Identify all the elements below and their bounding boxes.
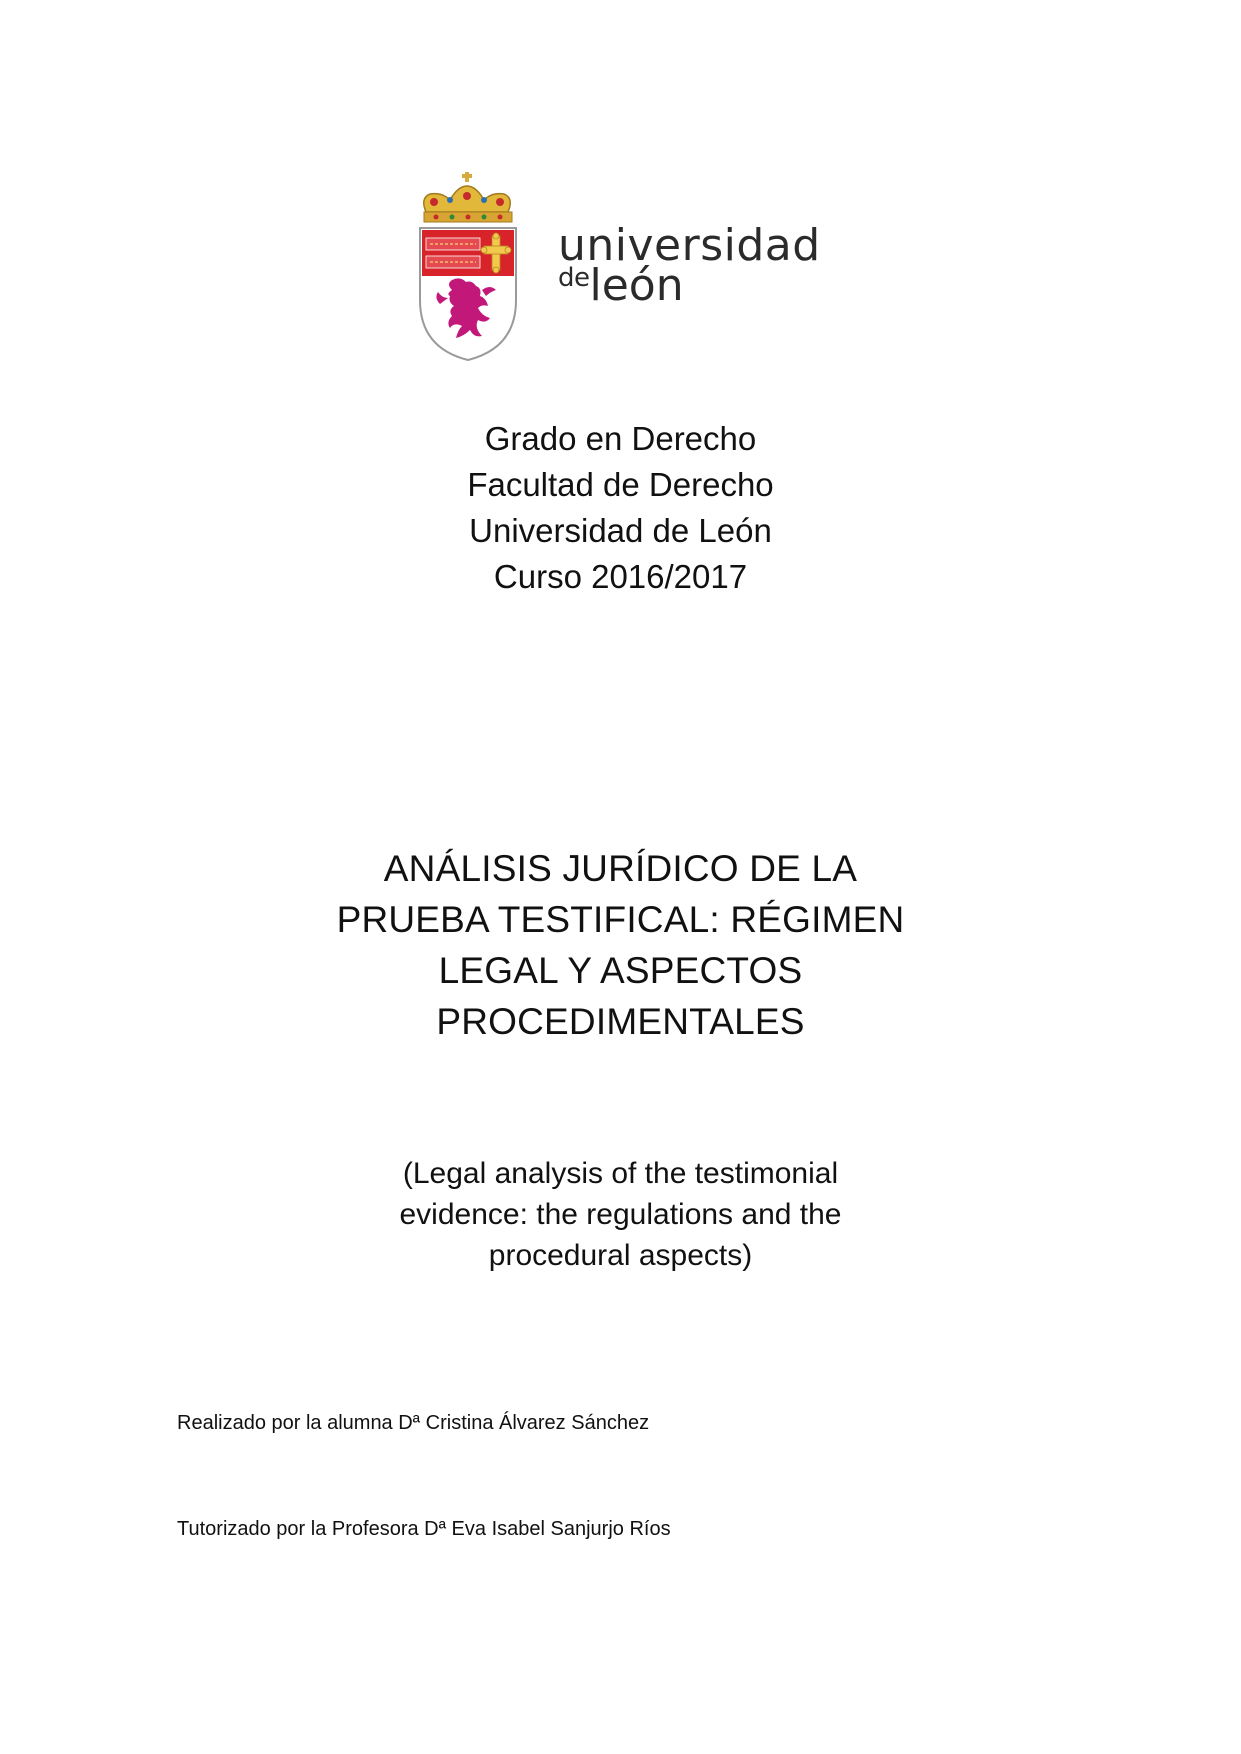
title-line-4: PROCEDIMENTALES: [436, 1001, 805, 1042]
degree-line: Grado en Derecho: [484, 420, 757, 457]
wordmark-universidad: universidad: [558, 220, 821, 271]
subtitle-line-2: evidence: the regulations and the: [399, 1198, 842, 1231]
title-line-3: LEGAL Y ASPECTOS: [438, 950, 803, 991]
faculty-line: Facultad de Derecho: [467, 466, 774, 503]
crown-icon: [424, 172, 512, 222]
subtitle-line-1: (Legal analysis of the testimonial: [402, 1157, 839, 1190]
title-line-2: PRUEBA TESTIFICAL: RÉGIMEN: [336, 899, 905, 940]
course-line: Curso 2016/2017: [493, 558, 748, 595]
university-logo: [412, 172, 832, 362]
subtitle-line-3: procedural aspects): [488, 1239, 753, 1272]
title-line-1: ANÁLISIS JURÍDICO DE LA: [383, 848, 858, 889]
document-title: [0, 843, 1241, 1047]
university-wordmark: [558, 220, 821, 311]
university-line: Universidad de León: [469, 512, 772, 549]
institution-block: [0, 416, 1241, 600]
university-crest-icon: [412, 172, 524, 362]
tutor-credit: Tutorizado por la Profesora Dª Eva Isabel Sanjurjo Ríos: [177, 1518, 671, 1540]
wordmark-de: de: [558, 263, 590, 293]
author-credit: Realizado por la alumna Dª Cristina Álvarez Sánchez: [177, 1412, 650, 1434]
document-subtitle: [0, 1153, 1241, 1276]
wordmark-leon: león: [589, 260, 684, 311]
